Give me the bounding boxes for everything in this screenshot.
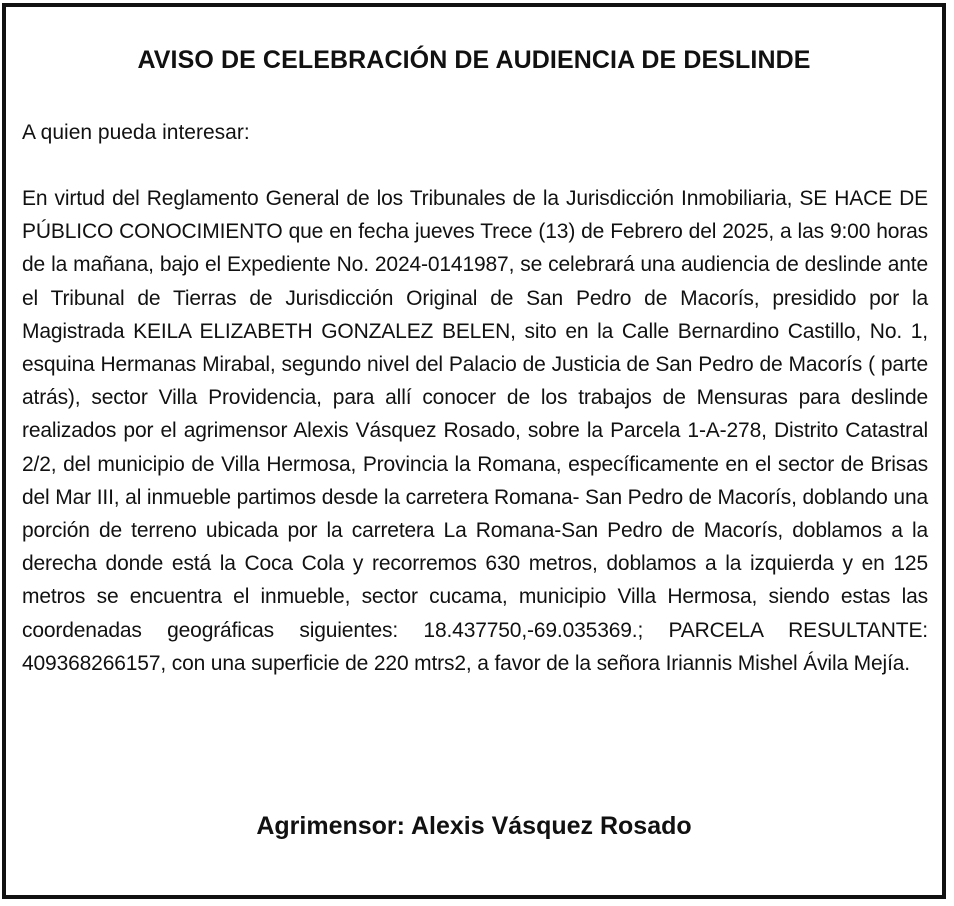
surveyor-signature: Agrimensor: Alexis Vásquez Rosado xyxy=(256,812,692,840)
salutation: A quien pueda interesar: xyxy=(22,121,250,144)
notice-title: AVISO DE CELEBRACIÓN DE AUDIENCIA DE DESLINDE xyxy=(137,46,811,74)
notice-frame xyxy=(2,3,946,899)
notice-body: En virtud del Reglamento General de los Tribunales de la Jurisdicción Inmobiliaria, SE HACE DE PÚBLICO CONOCIMIENTO que en fecha jueves Trece (13) de Febrero del 2025, a las 9:00 horas de la mañana, bajo el Expediente No. 2024-0141987, se celebrará una audiencia de deslinde ante el Tribunal de Tierras de Jurisdicción Original de San Pedro de Macorís, presidido por la Magistrada KEILA ELIZABETH GONZALEZ BELEN, sito en la Calle Bernardino Castillo, No. 1, esquina Hermanas Mirabal, segundo nivel del Palacio de Justicia de San Pedro de Macorís ( parte atrás), sector Villa Providencia, para allí conocer de los trabajos de Mensuras para deslinde realizados por el agrimensor Alexis Vásquez Rosado, sobre la Parcela 1-A-278, Distrito Catastral 2/2, del municipio de Villa Hermosa, Provincia la Romana, específicamente en el sector de Brisas del Mar III, al inmueble partimos desde la carretera Romana- San Pedro de Macorís, doblando una porción de terreno ubicada por la carretera La Romana-San Pedro de Macorís, doblamos a la derecha donde está la Coca Cola y recorremos 630 metros, doblamos a la izquierda y en 125 metros se encuentra el inmueble, sector cucama, municipio Villa Hermosa, siendo estas las coordenadas geográficas siguientes: 18.437750,-69.035369.; PARCELA RESULTANTE: 409368266157, con una superficie de 220 mtrs2, a favor de la señora Iriannis Mishel Ávila Mejía. xyxy=(22,187,928,675)
